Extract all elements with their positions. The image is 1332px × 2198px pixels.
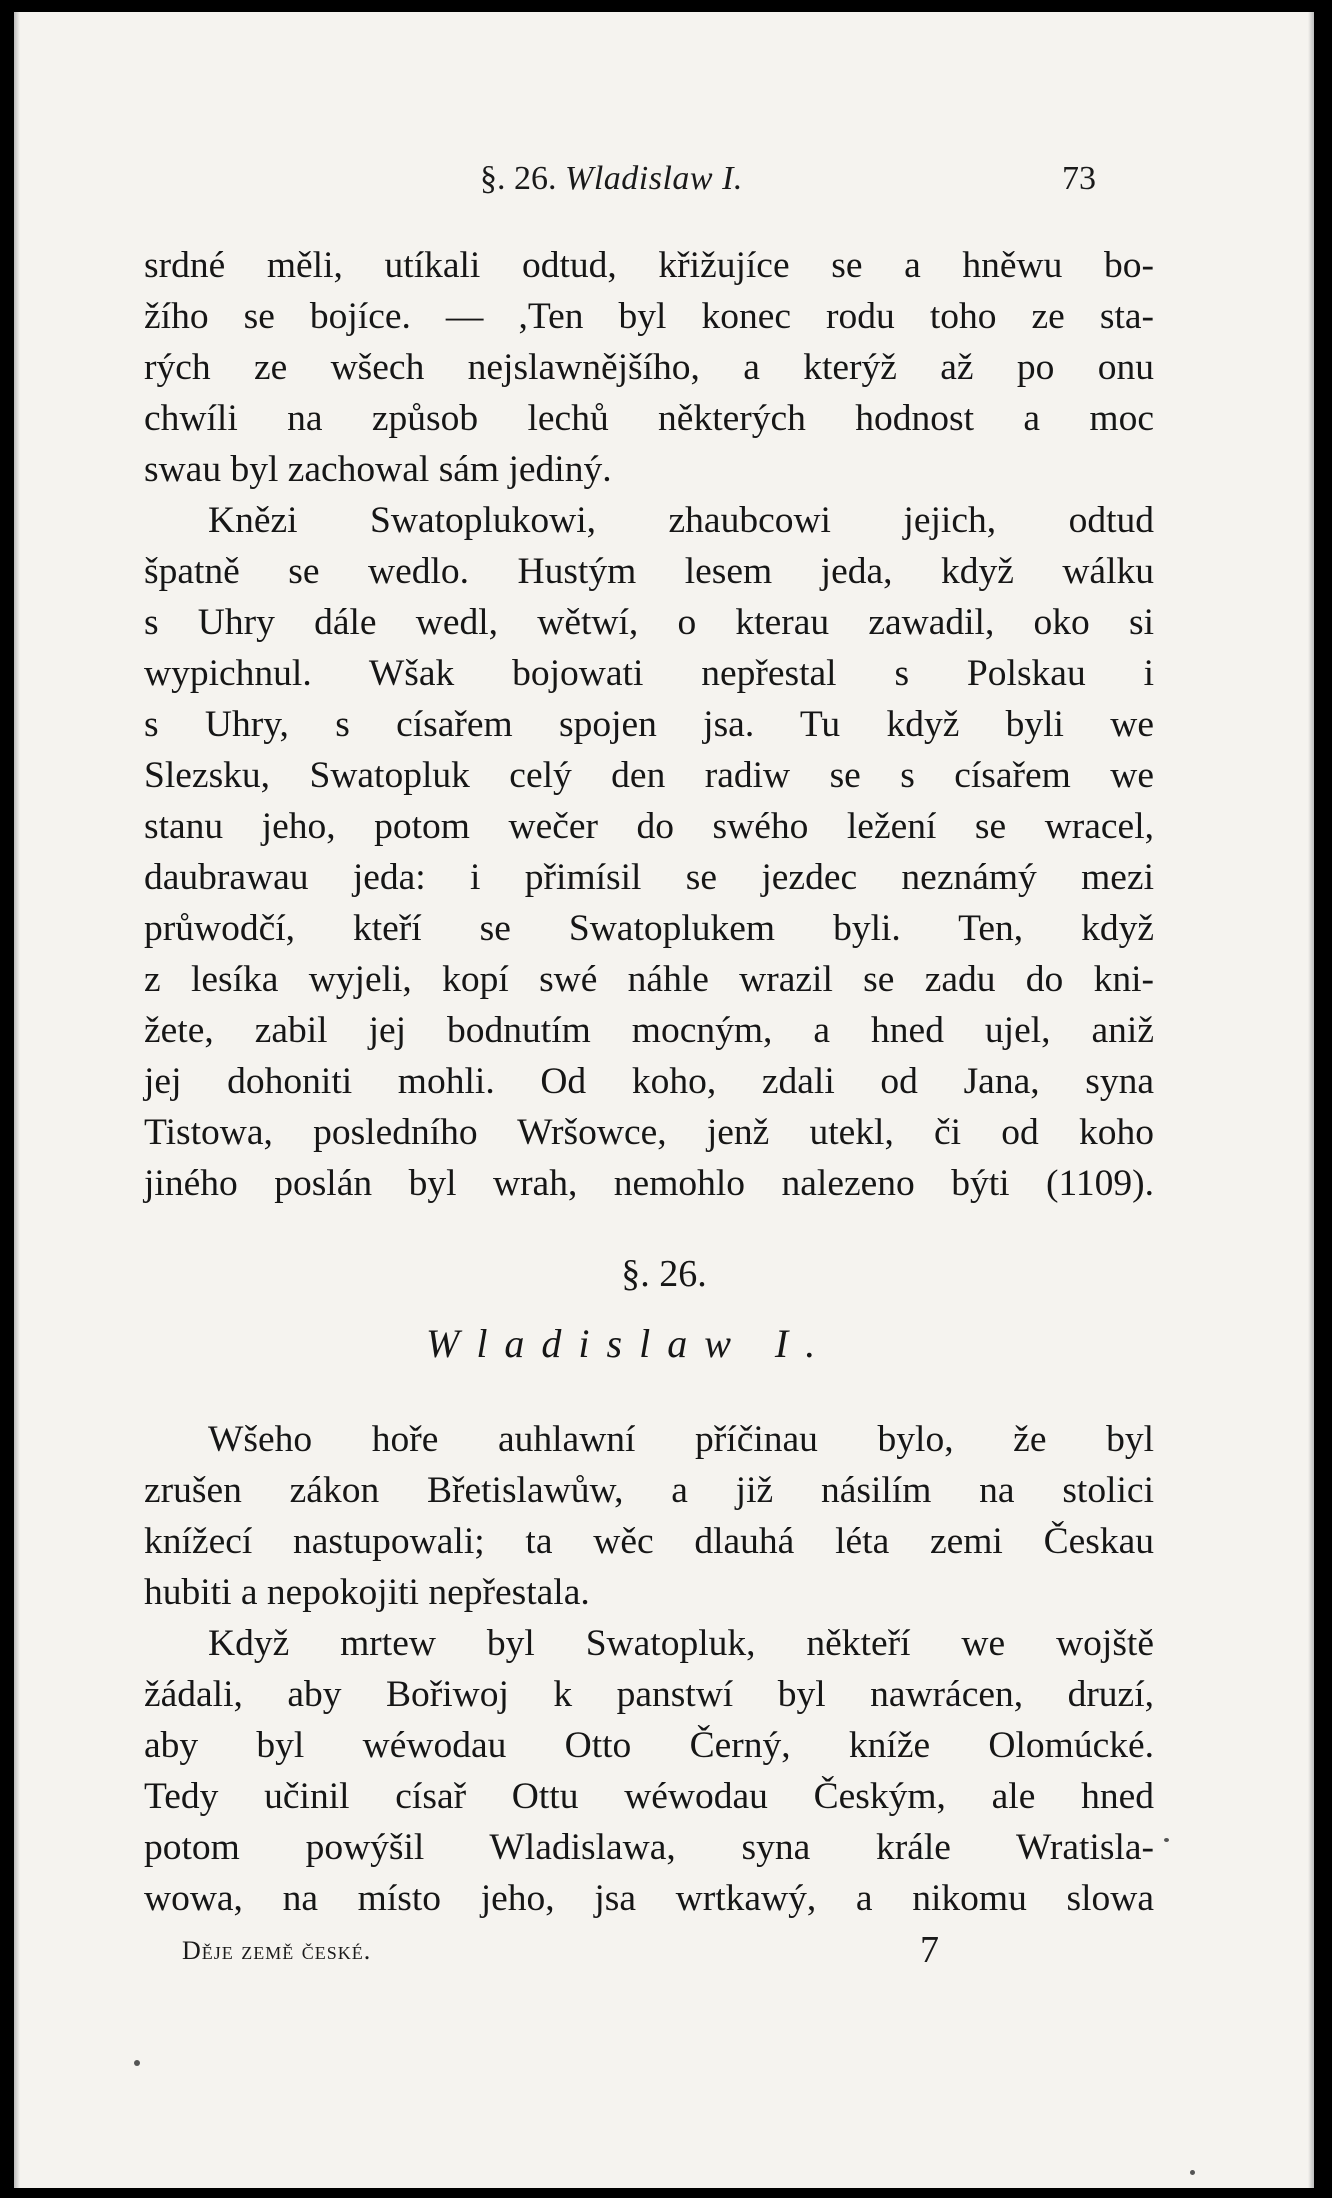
text-line: zrušen zákon Břetislawůw, a již násilím na stolici (144, 1470, 1154, 1511)
running-head-chapter: Wladislaw I. (565, 160, 743, 197)
section-title: Wladislaw I. (426, 1321, 833, 1366)
text-line: potom powýšil Wladislawa, syna krále Wratisla- (144, 1827, 1154, 1868)
text-line: Slezsku, Swatopluk celý den radiw se s císařem we (144, 755, 1154, 796)
text-line: s Uhry, s císařem spojen jsa. Tu když byli we (144, 704, 1154, 745)
text-line: aby byl wéwodau Otto Černý, kníže Olomúcké. (144, 1725, 1154, 1766)
paragraph-2 (144, 495, 1154, 1209)
text-line: Wšeho hoře auhlawní příčinau bylo, že byl (208, 1419, 1154, 1460)
text-line: swau byl zachowal sám jediný. (144, 449, 612, 490)
text-line: srdné měli, utíkali odtud, křižujíce se a hněwu bo- (144, 245, 1154, 286)
page-edge-shadow-right (1308, 12, 1314, 2188)
text-line: jiného poslán byl wrah, nemohlo nalezeno býti (1109). (144, 1163, 1154, 1204)
running-head-title (480, 160, 743, 198)
text-line: jej dohoniti mohli. Od koho, zdali od Jana, syna (144, 1061, 1154, 1102)
text-line: špatně se wedlo. Hustým lesem jeda, když wálku (144, 551, 1154, 592)
text-line: daubrawau jeda: i přimísil se jezdec neznámý mezi (144, 857, 1154, 898)
text-line: wowa, na místo jeho, jsa wrtkawý, a nikomu slowa (144, 1878, 1154, 1919)
running-head-section: §. 26. (480, 160, 557, 197)
text-line: hubiti a nepokojiti nepřestala. (144, 1572, 590, 1613)
text-line: wypichnul. Wšak bojowati nepřestal s Polskau i (144, 653, 1154, 694)
paragraph-4 (144, 1618, 1154, 1924)
ink-speck (1190, 2170, 1195, 2175)
paragraph-1 (144, 240, 1154, 495)
text-line: Tedy učinil císař Ottu wéwodau Českým, ale hned (144, 1776, 1154, 1817)
signature-line: Děje země české. (182, 1936, 372, 1965)
text-line: žete, zabil jej bodnutím mocným, a hned ujel, aniž (144, 1010, 1154, 1051)
text-line: knížecí nastupowali; ta wěc dlauhá léta zemi Českau (144, 1521, 1154, 1562)
text-line: Tistowa, posledního Wršowce, jenž utekl, či od koho (144, 1112, 1154, 1153)
text-block-lower (144, 1414, 1154, 1924)
text-line: stanu jeho, potom wečer do swého ležení se wracel, (144, 806, 1154, 847)
text-line: Knězi Swatoplukowi, zhaubcowi jejich, odtud (208, 500, 1154, 541)
signature-number: 7 (920, 1929, 939, 1971)
text-line: chwíli na způsob lechů některých hodnost a moc (144, 398, 1154, 439)
text-line: s Uhry dále wedl, wětwí, o kterau zawadil, oko si (144, 602, 1154, 643)
text-block-upper (144, 240, 1154, 1209)
text-line: žádali, aby Bořiwoj k panstwí byl nawrácen, druzí, (144, 1674, 1154, 1715)
text-line: rých ze wšech nejslawnějšího, a kterýž až po onu (144, 347, 1154, 388)
text-line: Když mrtew byl Swatopluk, někteří we wojště (208, 1623, 1154, 1664)
text-line: z lesíka wyjeli, kopí swé náhle wrazil se zadu do kni- (144, 959, 1154, 1000)
ink-speck (134, 2060, 140, 2066)
paragraph-3 (144, 1414, 1154, 1618)
section-number: §. 26. (621, 1253, 707, 1295)
page-number: 73 (1062, 160, 1096, 197)
text-line: průwodčí, kteří se Swatoplukem byli. Ten, když (144, 908, 1154, 949)
ink-speck (1164, 1838, 1169, 1842)
page-edge-shadow-left (14, 12, 20, 2188)
book-page (14, 12, 1314, 2188)
text-line: žího se bojíce. — ,Ten byl konec rodu toho ze sta- (144, 296, 1154, 337)
